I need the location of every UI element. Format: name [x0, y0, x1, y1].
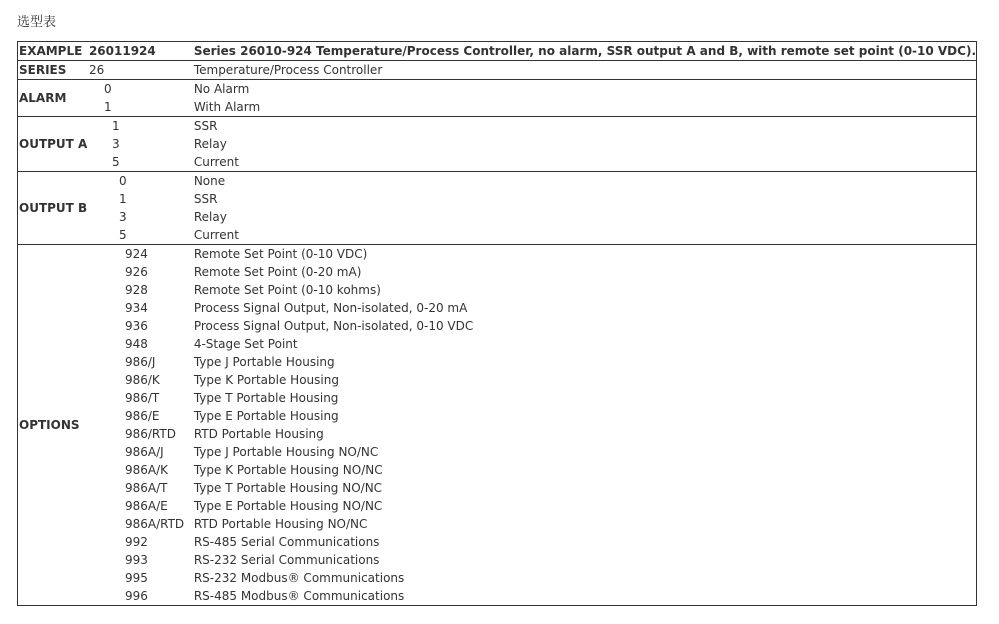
option-description: RS-232 Serial Communications — [193, 553, 380, 567]
group-label: OPTIONS — [19, 418, 80, 432]
option-description: Type J Portable Housing — [193, 355, 335, 369]
option-code: 993 — [124, 553, 148, 567]
option-code: 986/RTD — [124, 427, 176, 441]
model-code: 26011924 — [88, 44, 156, 58]
option-code: 1 — [118, 192, 127, 206]
table-row — [18, 551, 977, 569]
table-row — [18, 226, 977, 245]
table-row — [18, 353, 977, 371]
table-row — [18, 569, 977, 587]
option-description: Relay — [193, 210, 227, 224]
table-row — [18, 245, 977, 264]
option-description: Remote Set Point (0-10 kohms) — [193, 283, 381, 297]
table-row — [18, 208, 977, 226]
table-row — [18, 425, 977, 443]
selection-table — [17, 41, 977, 606]
option-code: 1 — [111, 119, 120, 133]
option-description: Type E Portable Housing — [193, 409, 339, 423]
option-code: 986/J — [124, 355, 156, 369]
table-row — [18, 61, 977, 80]
group-output-b — [18, 172, 977, 245]
group-series — [18, 61, 977, 80]
group-label: EXAMPLE — [19, 44, 83, 58]
option-description: Type J Portable Housing NO/NC — [193, 445, 379, 459]
option-code: 995 — [124, 571, 148, 585]
table-row — [18, 515, 977, 533]
group-alarm — [18, 80, 977, 117]
option-code: 992 — [124, 535, 148, 549]
table-row — [18, 42, 977, 61]
table-row — [18, 190, 977, 208]
option-description: Type E Portable Housing NO/NC — [193, 499, 383, 513]
table-row — [18, 172, 977, 191]
table-row — [18, 117, 977, 136]
option-code: 934 — [124, 301, 148, 315]
table-row — [18, 587, 977, 606]
example-group — [18, 42, 977, 61]
option-description: RTD Portable Housing — [193, 427, 324, 441]
option-code: 986A/RTD — [124, 517, 185, 531]
option-description: Current — [193, 228, 239, 242]
table-row — [18, 497, 977, 515]
option-description: Relay — [193, 137, 227, 151]
option-code: 928 — [124, 283, 148, 297]
option-code: 986A/J — [124, 445, 164, 459]
option-description: SSR — [193, 192, 218, 206]
table-row — [18, 443, 977, 461]
option-code: 986A/K — [124, 463, 168, 477]
table-row — [18, 479, 977, 497]
table-row — [18, 407, 977, 425]
option-code: 936 — [124, 319, 148, 333]
option-code: 0 — [103, 82, 112, 96]
option-description: With Alarm — [193, 100, 261, 114]
table-row — [18, 371, 977, 389]
option-description: Type T Portable Housing NO/NC — [193, 481, 383, 495]
table-row — [18, 317, 977, 335]
option-code: 986A/E — [124, 499, 168, 513]
option-code: 5 — [118, 228, 127, 242]
group-output-a — [18, 117, 977, 172]
option-description: SSR — [193, 119, 218, 133]
table-row — [18, 135, 977, 153]
option-code: 3 — [118, 210, 127, 224]
group-label: OUTPUT A — [19, 137, 88, 151]
table-row — [18, 533, 977, 551]
option-description: RTD Portable Housing NO/NC — [193, 517, 368, 531]
option-code: 986/T — [124, 391, 160, 405]
option-code: 986/E — [124, 409, 160, 423]
option-description: Type K Portable Housing NO/NC — [193, 463, 383, 477]
option-description: None — [193, 174, 226, 188]
page-heading: 选型表 — [17, 15, 57, 30]
option-description: Remote Set Point (0-10 VDC) — [193, 247, 368, 261]
option-code: 986/K — [124, 373, 160, 387]
table-row — [18, 335, 977, 353]
option-code: 0 — [118, 174, 127, 188]
option-description: Type K Portable Housing — [193, 373, 339, 387]
group-label: ALARM — [19, 91, 67, 105]
option-code: 26 — [88, 63, 105, 77]
option-code: 986A/T — [124, 481, 168, 495]
option-code: 948 — [124, 337, 148, 351]
table-row — [18, 389, 977, 407]
option-code: 5 — [111, 155, 120, 169]
option-code: 3 — [111, 137, 120, 151]
model-description: Series 26010-924 Temperature/Process Controller, no alarm, SSR output A and B, with remote set point (0-10 VDC). — [193, 44, 976, 58]
group-options — [18, 245, 977, 606]
option-code: 1 — [103, 100, 112, 114]
table-row — [18, 461, 977, 479]
group-label: OUTPUT B — [19, 201, 88, 215]
option-description: Remote Set Point (0-20 mA) — [193, 265, 362, 279]
option-code: 924 — [124, 247, 148, 261]
table-row — [18, 263, 977, 281]
table-row — [18, 80, 977, 99]
option-code: 926 — [124, 265, 148, 279]
table-row — [18, 281, 977, 299]
table-row — [18, 98, 977, 117]
option-description: RS-232 Modbus® Communications — [193, 571, 405, 585]
option-description: RS-485 Serial Communications — [193, 535, 380, 549]
option-description: Type T Portable Housing — [193, 391, 339, 405]
option-code: 996 — [124, 589, 148, 603]
option-description: RS-485 Modbus® Communications — [193, 589, 405, 603]
option-description: Current — [193, 155, 239, 169]
table-row — [18, 299, 977, 317]
option-description: Process Signal Output, Non-isolated, 0-20 mA — [193, 301, 468, 315]
option-description: Temperature/Process Controller — [193, 63, 383, 77]
group-label: SERIES — [19, 63, 67, 77]
option-description: No Alarm — [193, 82, 250, 96]
option-description: 4-Stage Set Point — [193, 337, 298, 351]
table-row — [18, 153, 977, 172]
option-description: Process Signal Output, Non-isolated, 0-10 VDC — [193, 319, 474, 333]
